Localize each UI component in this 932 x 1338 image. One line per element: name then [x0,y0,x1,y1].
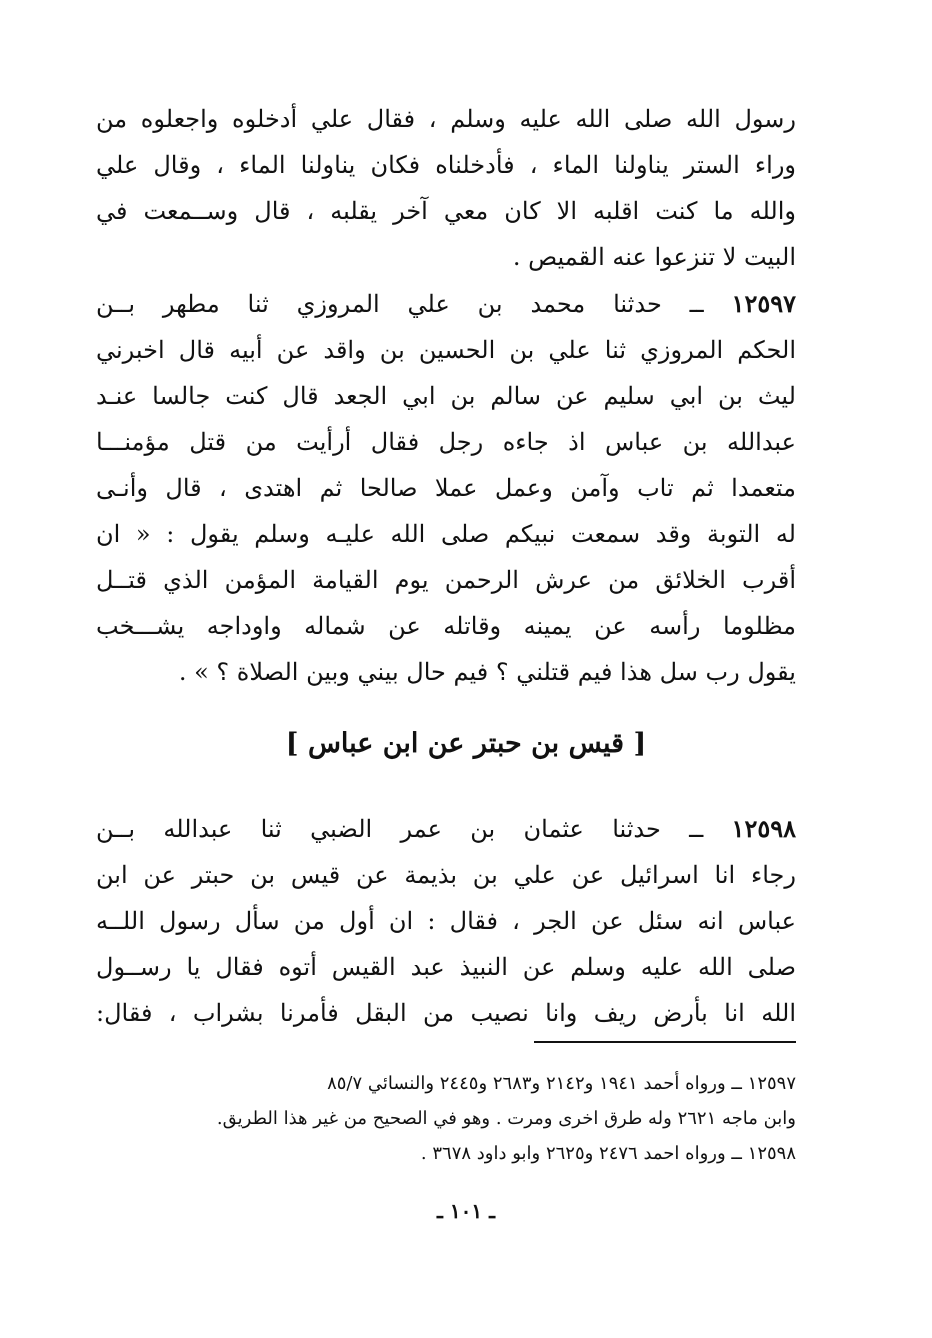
section-heading: [ قيس بن حبتر عن ابن عباس ] [285,728,647,759]
text-line: رسول الله صلى الله عليه وسلم ، فقال علي أدخلوه واجعلوه من [96,105,796,133]
footnote-separator [534,1041,796,1043]
text-line: ليث بن ابي سليم عن سالم بن ابي الجعد قال كنت جالسا عنـد [96,382,796,410]
hadith-12598 [96,806,796,1036]
text-line: رجاء انا اسرائيل عن علي بن بذيمة عن قيس بن حبتر عن ابن [96,861,796,889]
text-line: البيت لا تنزعوا عنه القميص . [512,243,796,271]
hadith-first-line [96,806,796,852]
text-line: والله ما كنت اقلبه الا كان معي آخر يقلبه ، قال وســمعت في [96,197,796,225]
text-line: مظلوما رأسه عن يمينه وقاتله عن شماله واوداجه يشـــخب [96,612,796,640]
text-line: وراء الستر يناولنا الماء ، فأدخلناه فكان يناولنا الماء ، وقال علي [96,151,796,179]
text-segment: ــ حدثنا محمد بن علي المروزي ثنا مطهر بــن [96,290,732,318]
hadith-number: ١٢٥٩٧ [731,289,796,318]
paragraph-continuation [96,96,796,280]
hadith-first-line [96,281,796,327]
hadith-number: ١٢٥٩٨ [731,814,796,843]
text-line: عباس انه سئل عن الجر ، فقال : ان أول من سأل رسول اللــه [96,907,796,935]
text-line: عبدالله بن عباس اذ جاءه رجل فقال أرأيت من قتل مؤمنـــا [96,428,796,456]
footnote-line: ١٢٥٩٨ ــ ورواه احمد ٢٤٧٦ و٢٦٢٥ وابو داود ٣٦٧٨ . [420,1143,796,1164]
text-line: متعمدا ثم تاب وآمن وعمل عملا صالحا ثم اهتدى ، قال وأنـى [96,474,796,502]
text-line: الحكم المروزي ثنا علي بن الحسين بن واقد عن أبيه قال اخبرني [96,336,796,364]
footnote-line: وابن ماجه ٢٦٢١ وله طرق اخرى ومرت . وهو في الصحيح من غير هذا الطريق. [216,1108,796,1129]
text-line: أقرب الخلائق من عرش الرحمن يوم القيامة المؤمن الذي قتــل [96,566,796,594]
text-line: صلى الله عليه وسلم عن النبيذ عبد القيس أتوه فقال يا رســول [96,953,796,981]
text-segment: ــ حدثنا عثمان بن عمر الضبي ثنا عبدالله بــن [96,815,732,843]
text-line: له التوبة وقد سمعت نبيكم صلى الله عليـه وسلم يقول : « ان [96,520,796,548]
text-line: الله انا بأرض ريف وانا نصيب من البقل فأمرنا بشراب ، فقال: [96,999,796,1027]
page-number: ـ ١٠١ ـ [437,1199,495,1223]
text-line: يقول رب سل هذا فيم قتلني ؟ فيم حال بيني وبين الصلاة ؟ » . [178,658,796,686]
hadith-12597 [96,281,796,695]
footnotes [96,1066,796,1171]
footnote-line: ١٢٥٩٧ ــ ورواه أحمد ١٩٤١ و٢١٤٢ و٢٦٨٣ و٢٤٤٥ والنسائي ٨٥/٧ [327,1073,796,1094]
